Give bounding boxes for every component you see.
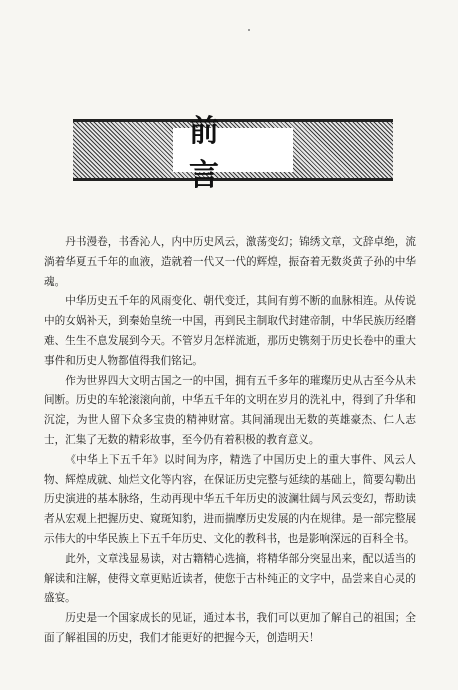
paragraph: 作为世界四大文明古国之一的中国，拥有五千多年的璀璨历史从古至今从未间断。历史的车轮滚滚向前，中华五千年的文明在岁月的洗礼中，得到了升华和沉淀，为世人留下众多宝贵的精神财富。其间涌现出无数的英雄豪杰、仁人志士，汇集了无数的精彩故事，至今仍有着积极的教育意义。	[44, 374, 416, 446]
paragraph: 历史是一个国家成长的见证，通过本书，我们可以更加了解自己的祖国；全面了解祖国的历史，我们才能更好的把握今天，创造明天！	[44, 612, 416, 644]
heading-banner-center	[173, 114, 293, 193]
page-heading: 前 言	[189, 114, 235, 193]
print-speck	[248, 29, 250, 31]
paragraph: 《中华上下五千年》以时间为序，精选了中国历史上的重大事件、风云人物、辉煌成就、灿烂文化等内容，在保证历史完整与延续的基础上，简要勾勒出历史演进的基本脉络，生动再现中华五千年历史的波澜壮阔与风云变幻，帮助读者从宏观上把握历史、窥斑知豹，进而揣摩历史发展的内在规律。是一部完整展示伟大的中华民族上下五千年历史、文化的教科书，也是影响深远的百科全书。	[44, 453, 416, 545]
paragraph: 丹书漫卷，书香沁人，内中历史风云，激荡变幻；锦绣文章，文辞卓绝，流淌着华夏五千年的血液，造就着一代又一代的辉煌，振奋着无数炎黄子孙的中华魂。	[44, 236, 416, 288]
paragraph: 中华历史五千年的风雨变化、朝代变迁，其间有剪不断的血脉相连。从传说中的女娲补天，到秦始皇统一中国，再到民主制取代封建帝制，中华民族历经磨难、生生不息发展到今天。不管岁月怎样流逝，那历史镌刻于历史长卷中的重大事件和历史人物都值得我们铭记。	[44, 295, 416, 367]
paragraph: 此外，文章浅显易读，对古籍精心选摘，将精华部分突显出来，配以适当的解读和注解，使得文章更贴近读者，使您于古朴纯正的文字中，品尝来自心灵的盛宴。	[44, 552, 416, 605]
preface-body	[44, 233, 416, 649]
heading-banner	[73, 114, 393, 193]
